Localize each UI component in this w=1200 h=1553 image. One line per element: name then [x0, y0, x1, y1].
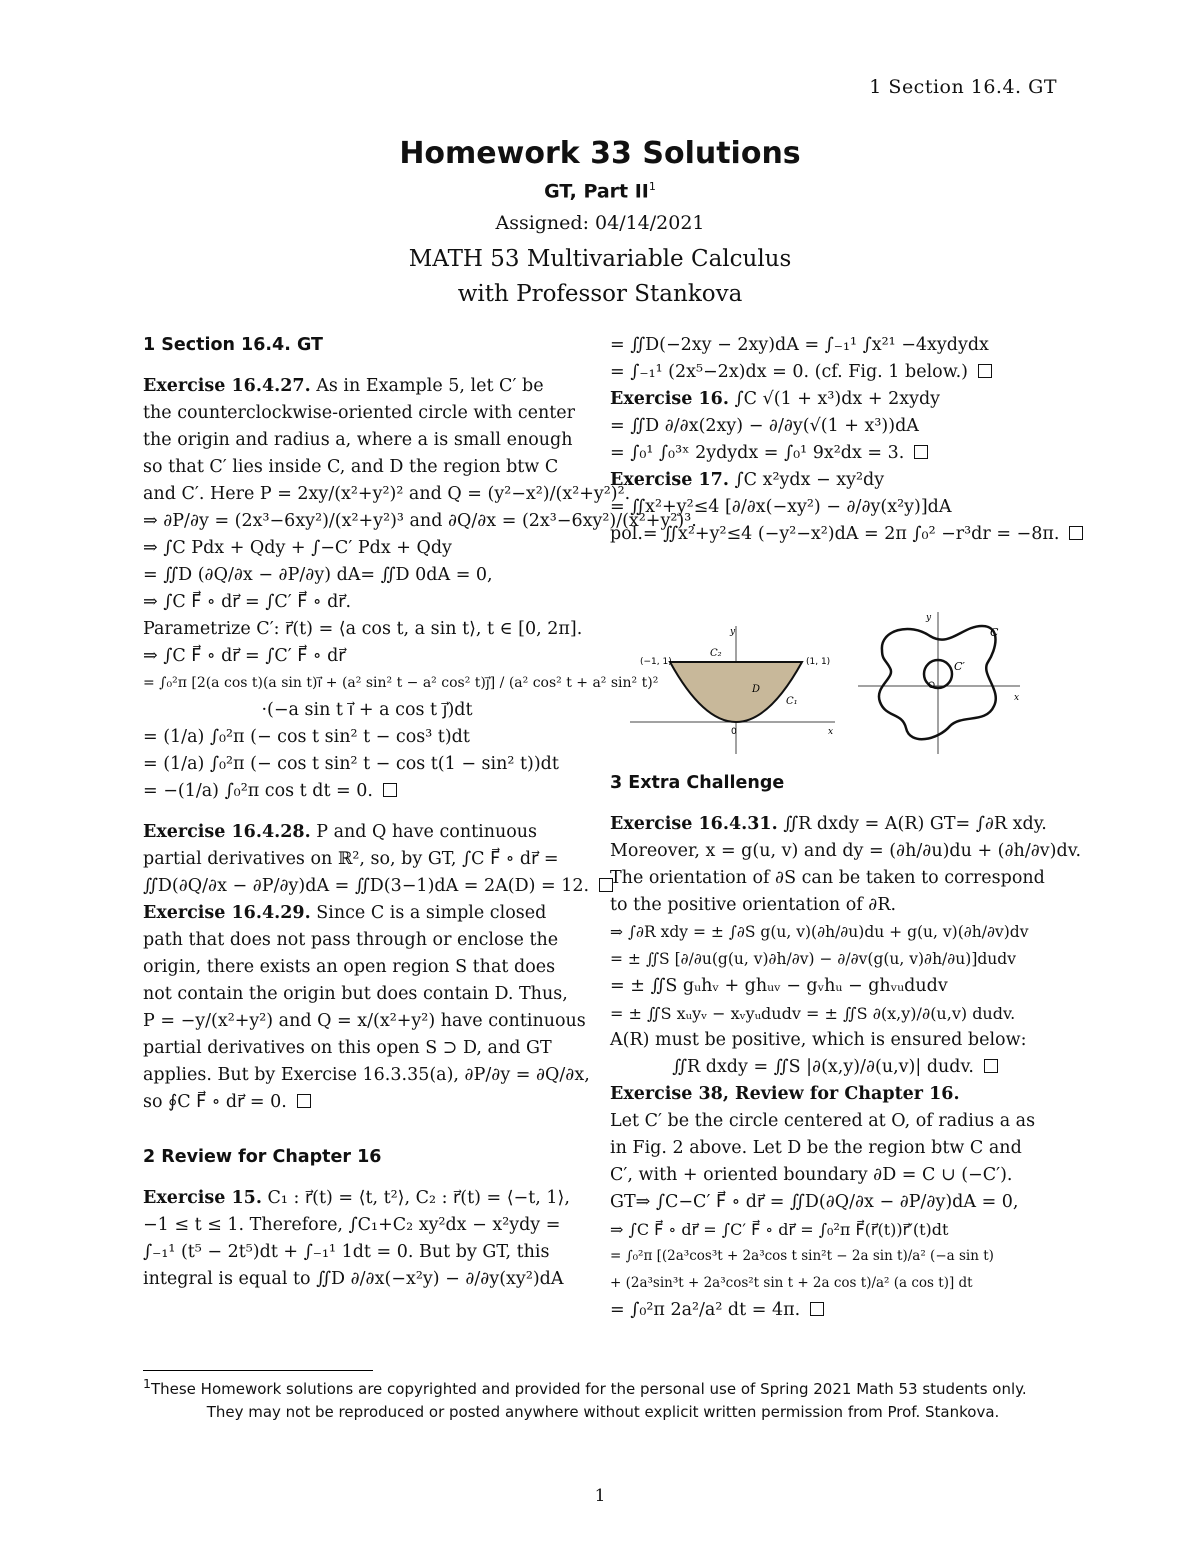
exercise-38-label: Exercise 38, Review for Chapter 16. [610, 1084, 960, 1104]
figure-1 [630, 626, 835, 754]
footnote [143, 1372, 1063, 1424]
ex15-cont-text-1: = ∫₋₁¹ (2x⁵−2x)dx = 0. (cf. Fig. 1 below.) [610, 362, 968, 382]
ex27-line-4: and C′. Here P = 2xy/(x²+y²)² and Q = (y²−x²)/(x²+y²)². [143, 484, 631, 504]
ex15-line-0 [143, 1185, 591, 1212]
qed-box-icon [810, 1302, 824, 1316]
ex38-text-7: = ∫₀²π 2a²/a² dt = 4π. [610, 1300, 801, 1320]
ex31-line-9 [610, 1054, 1060, 1081]
ex15-cont-line-1 [610, 359, 1060, 386]
ex28-line-2 [143, 873, 591, 900]
ex29-line-3: not contain the origin but does contain D. Thus, [143, 984, 568, 1004]
assigned-date: Assigned: 04/14/2021 [495, 212, 705, 234]
ex27-line-14: = (1/a) ∫₀²π (− cos t sin² t − cos t(1 − sin² t))dt [143, 754, 559, 774]
ex38-line-0: Let C′ be the circle centered at O, of radius a as [610, 1111, 1036, 1131]
ex31-line-5: = ± ∬S [∂/∂u(g(u, v)∂h/∂v) − ∂/∂v(g(u, v)∂h/∂u)]dudv [610, 950, 1016, 968]
footnote-number: 1 [143, 1376, 151, 1391]
ex31-line-6: = ± ∬S gᵤhᵥ + ghᵤᵥ − gᵥhᵤ − ghᵥᵤdudv [610, 976, 948, 996]
fig2-origin-label: O [928, 681, 936, 691]
fig2-c-label: C [990, 626, 999, 639]
ex27-text-0: As in Example 5, let C′ be [316, 376, 544, 396]
qed-box-icon [914, 445, 928, 459]
ex29-line-0 [143, 900, 591, 927]
ex29-line-2: origin, there exists an open region S that does [143, 957, 556, 977]
qed-box-icon [1069, 526, 1083, 540]
exercise-16-label: Exercise 16. [610, 389, 729, 409]
ex31-line-4: ⇒ ∫∂R xdy = ± ∫∂S g(u, v)(∂h/∂u)du + g(u, v)(∂h/∂v)dv [610, 923, 1029, 941]
ex27-line-13: = (1/a) ∫₀²π (− cos t sin² t − cos³ t)dt [143, 727, 470, 747]
footnote-text-1: These Homework solutions are copyrighted and provided for the personal use of Spring 2021 Math 53 students only. [150, 1380, 1027, 1398]
ex28-line-0 [143, 819, 591, 846]
fig1-c1-label: C₁ [786, 696, 798, 707]
ex16-line-1: = ∬D ∂/∂x(2xy) − ∂/∂y(√(1 + x³))dA [610, 416, 919, 436]
ex27-line-2: the origin and radius a, where a is small enough [143, 430, 573, 450]
ex15-line-2: ∫₋₁¹ (t⁵ − 2t⁵)dt + ∫₋₁¹ 1dt = 0. But by GT, this [143, 1242, 550, 1262]
ex38-line-2: C′, with + oriented boundary ∂D = C ∪ (−C′). [610, 1165, 1013, 1185]
ex16-text-0: ∫C √(1 + x³)dx + 2xydy [734, 389, 941, 409]
ex29-line-5: partial derivatives on this open S ⊃ D, and GT [143, 1038, 552, 1058]
footnote-line-2: They may not be reproduced or posted anywhere without explicit written permission from Prof. Stankova. [206, 1403, 1000, 1421]
running-head: 1 Section 16.4. GT [869, 76, 1057, 98]
ex27-line-12: ·(−a sin t i⃗ + a cos t j⃗)dt [261, 700, 473, 720]
ex15-line-1: −1 ≤ t ≤ 1. Therefore, ∫C₁+C₂ xy²dx − x²ydy = [143, 1215, 561, 1235]
ex27-line-8: ⇒ ∫C F⃗ ∘ dr⃗ = ∫C′ F⃗ ∘ dr⃗. [143, 592, 352, 612]
ex38-line-7 [610, 1297, 1060, 1324]
ex16-line-2 [610, 440, 1060, 467]
fig1-region [670, 662, 802, 722]
ex15-text-0: C₁ : r⃗(t) = ⟨t, t²⟩, C₂ : r⃗(t) = ⟨−t, 1⟩, [267, 1188, 570, 1208]
fig1-origin-label: 0 [731, 727, 737, 737]
ex29-line-7 [143, 1089, 591, 1116]
fig2-circle-label: C′ [954, 660, 965, 673]
ex29-line-6: applies. But by Exercise 16.3.35(a), ∂P/∂y = ∂Q/∂x, [143, 1065, 590, 1085]
ex31-line-7: = ± ∬S xᵤyᵥ − xᵥyᵤdudv = ± ∬S ∂(x,y)/∂(u,v) dudv. [610, 1004, 1016, 1023]
ex17-text-0: ∫C x²ydx − xy²dy [734, 470, 885, 490]
ex27-line-15 [143, 778, 591, 805]
ex38-line-1: in Fig. 2 above. Let D be the region btw C and [610, 1138, 1022, 1158]
fig2-curve-c [879, 626, 996, 739]
qed-box-icon [297, 1094, 311, 1108]
right-column [610, 332, 1060, 548]
fig1-x-label: x [828, 727, 834, 737]
ex17-line-0 [610, 467, 1060, 494]
ex31-line-0 [610, 811, 1060, 838]
ex31-line-1: Moreover, x = g(u, v) and dy = (∂h/∂u)du + (∂h/∂v)dv. [610, 841, 1082, 861]
exercise-16-4-27-label: Exercise 16.4.27. [143, 376, 311, 396]
ex38-line-6: + (2a³sin³t + 2a³cos²t sin t + 2a cos t)/a² (a cos t)] dt [610, 1275, 973, 1291]
page-number: 1 [594, 1486, 606, 1506]
ex27-line-0 [143, 373, 591, 400]
ex15-line-3: integral is equal to ∬D ∂/∂x(−x²y) − ∂/∂y(xy²)dA [143, 1269, 564, 1289]
ex27-line-7: = ∬D (∂Q/∂x − ∂P/∂y) dA= ∬D 0dA = 0, [143, 565, 493, 585]
section-2-heading: 2 Review for Chapter 16 [143, 1147, 382, 1167]
ex38-heading [610, 1081, 1060, 1108]
qed-box-icon [984, 1059, 998, 1073]
ex29-text-0: Since C is a simple closed [316, 903, 547, 923]
course-name: MATH 53 Multivariable Calculus [408, 246, 792, 272]
ex15-cont-line-0: = ∬D(−2xy − 2xy)dA = ∫₋₁¹ ∫x²¹ −4xydydx [610, 335, 989, 355]
ex31-text-9: ∬R dxdy = ∬S |∂(x,y)/∂(u,v)| dudv. [672, 1057, 974, 1077]
footnote-mark: 1 [648, 180, 656, 193]
ex31-line-2: The orientation of ∂S can be taken to correspond [610, 868, 1045, 888]
qed-box-icon [978, 364, 992, 378]
ex38-line-4: ⇒ ∫C F⃗ ∘ dr⃗ = ∫C′ F⃗ ∘ dr⃗ = ∫₀²π F⃗(r⃗(t))r⃗′(t)dt [610, 1220, 949, 1239]
fig1-region-label: D [752, 684, 761, 695]
subtitle-text: GT, Part II [544, 180, 649, 203]
figures [610, 606, 1060, 766]
document-title: Homework 33 Solutions [399, 136, 801, 171]
fig1-c2-label: C₂ [710, 648, 722, 659]
qed-box-icon [383, 783, 397, 797]
ex29-line-1: path that does not pass through or enclose the [143, 930, 559, 950]
ex17-text-2: pol.= ∬x²+y²≤4 (−y²−x²)dA = 2π ∫₀² −r³dr = −8π. [610, 524, 1060, 544]
ex16-line-0 [610, 386, 1060, 413]
ex27-line-3: so that C′ lies inside C, and D the region btw C [143, 457, 559, 477]
figure-2 [858, 612, 1020, 754]
professor-line: with Professor Stankova [457, 281, 743, 307]
document-subtitle [0, 180, 1200, 202]
ex27-line-5: ⇒ ∂P/∂y = (2x³−6xy²)/(x²+y²)³ and ∂Q/∂x = (2x³−6xy²)/(x²+y²)³. [143, 511, 697, 531]
ex27-line-6: ⇒ ∫C Pdx + Qdy + ∫−C′ Pdx + Qdy [143, 538, 452, 558]
exercise-17-label: Exercise 17. [610, 470, 729, 490]
exercise-15-label: Exercise 15. [143, 1188, 262, 1208]
ex38-line-5: = ∫₀²π [(2a³cos³t + 2a³cos t sin²t − 2a sin t)/a² (−a sin t) [610, 1248, 994, 1264]
ex28-text-2: ∬D(∂Q/∂x − ∂P/∂y)dA = ∬D(3−1)dA = 2A(D) = 12. [143, 876, 590, 896]
ex27-line-9: Parametrize C′: r⃗(t) = ⟨a cos t, a sin t⟩, t ∈ [0, 2π]. [143, 619, 583, 639]
fig1-label-right: (1, 1) [806, 657, 831, 667]
ex27-line-11: = ∫₀²π [2(a cos t)(a sin t)i⃗ + (a² sin² t − a² cos² t)j⃗] / (a² cos² t + a² sin² t)² [143, 675, 659, 691]
ex27-line-10: ⇒ ∫C F⃗ ∘ dr⃗ = ∫C′ F⃗ ∘ dr⃗ [143, 646, 346, 666]
ex31-line-3: to the positive orientation of ∂R. [610, 895, 897, 915]
section-3-heading: 3 Extra Challenge [610, 773, 785, 793]
footnote-line-1 [143, 1372, 1063, 1401]
section-1-heading: 1 Section 16.4. GT [143, 335, 323, 355]
right-column-lower [610, 770, 1082, 1324]
fig2-y-label: y [926, 613, 932, 623]
ex29-text-7: so ∮C F⃗ ∘ dr⃗ = 0. [143, 1092, 287, 1112]
exercise-16-4-28-label: Exercise 16.4.28. [143, 822, 311, 842]
ex27-text-15: = −(1/a) ∫₀²π cos t dt = 0. [143, 781, 373, 801]
ex17-line-2 [610, 521, 1060, 548]
fig2-x-label: x [1014, 693, 1020, 703]
ex31-line-8: A(R) must be positive, which is ensured below: [610, 1030, 1027, 1050]
ex28-line-1: partial derivatives on ℝ², so, by GT, ∫C F⃗ ∘ dr⃗ = [143, 849, 559, 869]
ex27-line-1: the counterclockwise-oriented circle with center [143, 403, 576, 423]
ex16-text-2: = ∫₀¹ ∫₀³ˣ 2ydydx = ∫₀¹ 9x²dx = 3. [610, 443, 905, 463]
fig1-label-left: (−1, 1) [640, 657, 672, 667]
ex38-line-3: GT⇒ ∫C−C′ F⃗ ∘ dr⃗ = ∬D(∂Q/∂x − ∂P/∂y)dA = 0, [610, 1192, 1019, 1212]
footnote-rule [143, 1370, 373, 1371]
fig1-y-label: y [730, 627, 736, 637]
exercise-16-4-31-label: Exercise 16.4.31. [610, 814, 778, 834]
ex31-text-0: ∬R dxdy = A(R) GT= ∫∂R xdy. [783, 814, 1047, 834]
ex28-text-0: P and Q have continuous [316, 822, 538, 842]
ex17-line-1: = ∬x²+y²≤4 [∂/∂x(−xy²) − ∂/∂y(x²y)]dA [610, 497, 952, 517]
exercise-16-4-29-label: Exercise 16.4.29. [143, 903, 311, 923]
ex29-line-4: P = −y/(x²+y²) and Q = x/(x²+y²) have continuous [143, 1011, 586, 1031]
